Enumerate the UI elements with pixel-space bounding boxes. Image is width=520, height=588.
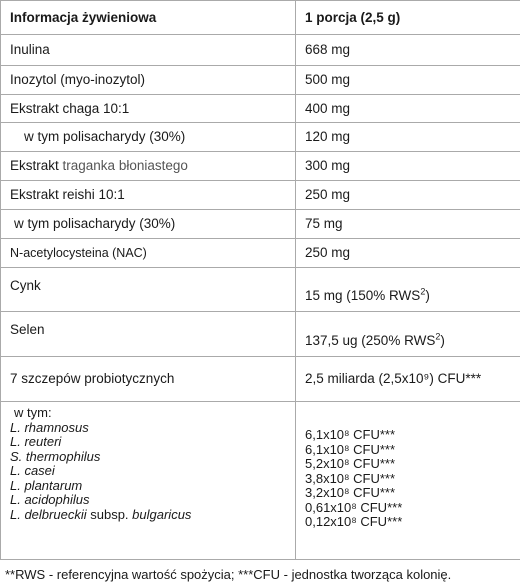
- sub-ingredient-label: w tym polisacharydy (30%): [14, 216, 176, 231]
- strain-names-cell: [1, 402, 296, 560]
- strain-cfu: 0,12x10⁸ CFU***: [305, 514, 403, 529]
- strain-name: L. casei: [10, 463, 55, 478]
- table-row: [1, 181, 520, 210]
- table-row: [1, 35, 520, 66]
- ingredient-name: Cynk: [1, 268, 296, 312]
- ingredient-name: [1, 210, 296, 239]
- strain-name: L. reuteri: [10, 434, 62, 449]
- strain-name: S. thermophilus: [10, 448, 101, 464]
- strain-name: L. rhamnosus: [10, 419, 89, 435]
- ingredient-amount: 250 mg: [296, 181, 520, 210]
- amount-superscript: 2: [420, 286, 426, 297]
- ingredient-amount: 400 mg: [296, 95, 520, 123]
- strain-name-tail: bulgaricus: [132, 506, 192, 522]
- strain-name: [10, 508, 295, 523]
- ingredient-amount: [296, 312, 520, 357]
- ingredient-amount: 500 mg: [296, 66, 520, 95]
- ingredient-name: [1, 123, 296, 152]
- strain-cfu: 0,61x10⁸ CFU***: [305, 499, 403, 515]
- amount-main: 137,5 ug (250% RWS: [305, 333, 436, 348]
- strain-cfu: 5,2x10⁸ CFU***: [305, 456, 396, 471]
- table-row: [1, 268, 520, 312]
- strain-list: [10, 406, 295, 522]
- ingredient-name: Ekstrakt chaga 10:1: [1, 95, 296, 123]
- footnote: **RWS - referencyjna wartość spożycia; ***CFU - jednostka tworząca kolonię.: [5, 567, 452, 582]
- strain-name: L. acidophilus: [10, 492, 90, 507]
- table-row: [1, 95, 520, 123]
- table-row: [1, 66, 520, 95]
- strains-row: [1, 402, 520, 560]
- ingredient-amount: 2,5 miliarda (2,5x10⁹) CFU***: [296, 357, 520, 402]
- ingredient-amount: 250 mg: [296, 239, 520, 268]
- header-row: [1, 1, 520, 35]
- ingredient-name: [1, 152, 296, 181]
- amount-tail: ): [425, 288, 430, 303]
- table-row: [1, 312, 520, 357]
- ingredient-name-lead: Ekstrakt: [10, 158, 59, 173]
- ingredient-name: Inozytol (myo-inozytol): [1, 66, 296, 95]
- ingredient-name: 7 szczepów probiotycznych: [1, 357, 296, 402]
- strain-cfu: 6,1x10⁸ CFU***: [305, 427, 396, 442]
- ingredient-amount: [296, 268, 520, 312]
- strain-cfu: 3,8x10⁸ CFU***: [305, 470, 396, 486]
- ingredient-name: Ekstrakt reishi 10:1: [1, 181, 296, 210]
- amount-tail: ): [440, 333, 445, 348]
- table-row: [1, 152, 520, 181]
- sub-ingredient-label: w tym polisacharydy (30%): [24, 129, 186, 144]
- ingredient-amount: 668 mg: [296, 35, 520, 66]
- strain-values-cell: [296, 402, 520, 560]
- ingredient-name: Selen: [1, 312, 296, 357]
- table-row: [1, 210, 520, 239]
- table-row: [1, 357, 520, 402]
- amount-main: 15 mg (150% RWS: [305, 288, 421, 303]
- ingredient-name: N-acetylocysteina (NAC): [1, 239, 296, 268]
- strain-cfu: 3,2x10⁸ CFU***: [305, 485, 396, 500]
- cfu-list: [305, 428, 520, 530]
- amount-superscript: 2: [435, 331, 441, 342]
- ingredient-name-gray: traganka błoniastego: [62, 158, 188, 173]
- ingredient-amount: 300 mg: [296, 152, 520, 181]
- ingredient-amount: 75 mg: [296, 210, 520, 239]
- strain-name-genus: L. delbrueckii: [10, 506, 87, 522]
- header-portion: 1 porcja (2,5 g): [296, 1, 520, 35]
- strain-name-subsp: subsp.: [90, 506, 129, 522]
- strain-cfu: 6,1x10⁸ CFU***: [305, 441, 396, 457]
- header-nutrition-info: Informacja żywieniowa: [1, 1, 296, 35]
- strain-name: L. plantarum: [10, 477, 83, 493]
- ingredient-name: Inulina: [1, 35, 296, 66]
- ingredient-amount: 120 mg: [296, 123, 520, 152]
- table-row: [1, 239, 520, 268]
- table-row: [1, 123, 520, 152]
- strain-list-lead: w tym:: [14, 405, 52, 420]
